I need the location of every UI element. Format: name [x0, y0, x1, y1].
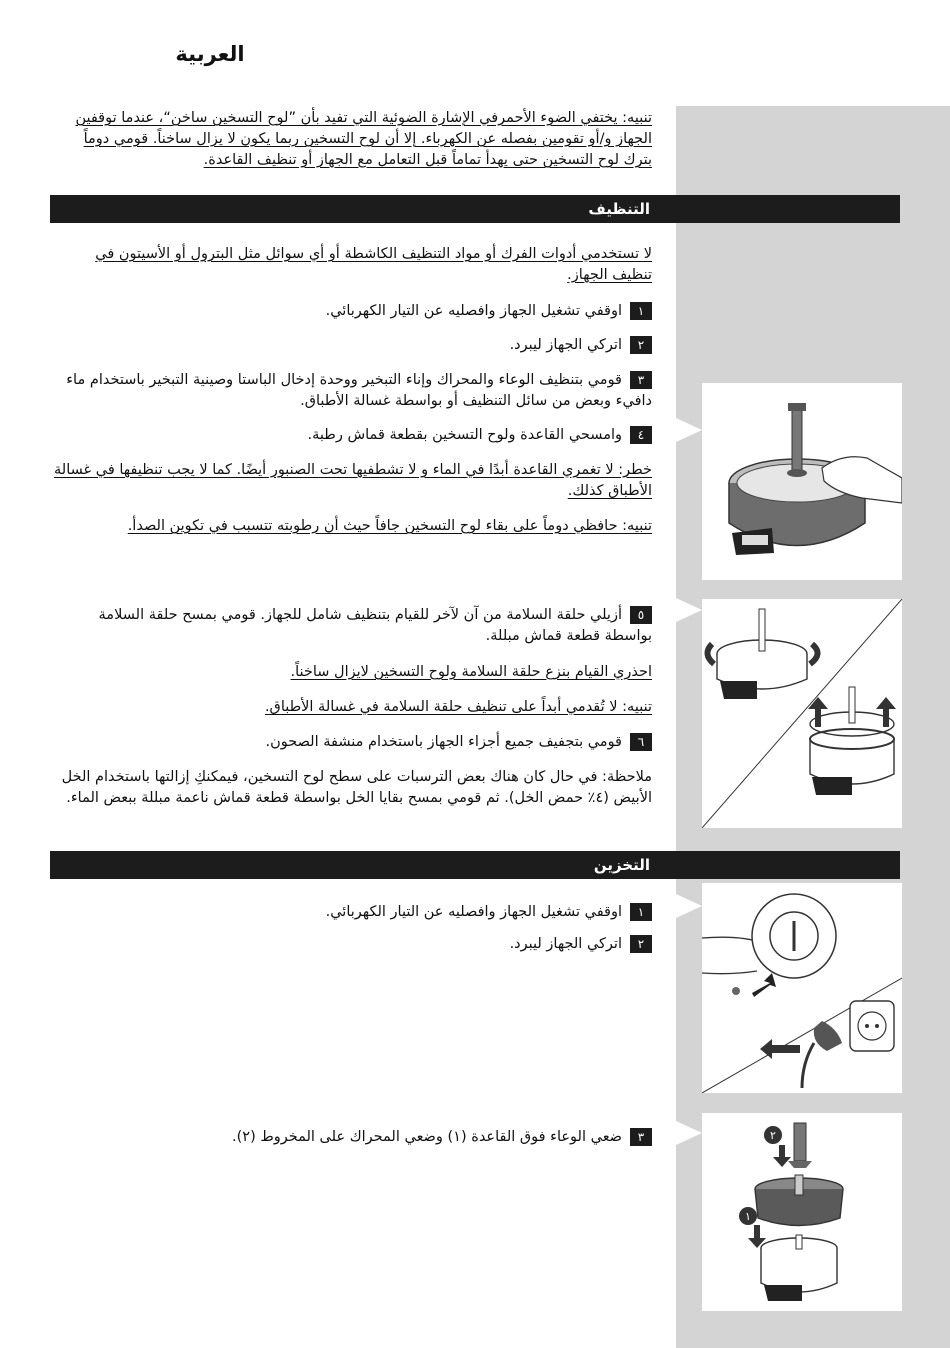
- figure-pointer: [676, 1121, 702, 1145]
- cleaning-step-4: [52, 425, 652, 446]
- storage-step-3: [52, 1127, 652, 1148]
- figure-label-two: ٢: [770, 1129, 776, 1142]
- cleaning-step-2: [52, 335, 652, 356]
- intro-caution: تنبيه: يختفي الضوء الأحمرفي الإشارة الضوئية التي تفيد بأن ”لوح التسخين ساخن“، عندما توقفين الجهاز و/أو تقومين بفصله عن الكهرباء. إلا أن لوح التسخين ربما يكون لا يزال ساخناً. قومي دوماً بترك لوح التسخين حتى يهدأ تماماً قبل التعامل مع الجهاز أو تنظيف القاعدة.: [75, 110, 652, 168]
- step-text: قومي بتجفيف جميع أجزاء الجهاز باستخدام منشفة الصحون.: [265, 734, 622, 750]
- figure-wipe-base: [702, 383, 902, 580]
- step-number: ٦: [630, 733, 652, 751]
- step-number: ٥: [630, 606, 652, 624]
- cleaning-warning: لا تستخدمي أدوات الفرك أو مواد التنظيف الكاشطة أو أي سوائل مثل البترول أو الأسيتون في تنظيف الجهاز.: [95, 246, 652, 283]
- step-number: ٣: [630, 371, 652, 389]
- storage-heading: التخزين: [50, 851, 900, 879]
- storage-step-1: [52, 902, 652, 923]
- cleaning-step-3: [52, 370, 652, 412]
- figure-pointer: [676, 894, 702, 918]
- figure-pointer: [676, 418, 702, 442]
- step-text: اوقفي تشغيل الجهاز وافصليه عن التيار الكهربائي.: [325, 303, 622, 319]
- step-text: قومي بتنظيف الوعاء والمحراك وإناء التبخير ووحدة إدخال الباستا وصينية التبخير باستخدام ماء دافيء وبعض من سائل التنظيف أو بواسطة غسالة الأطباق.: [66, 372, 652, 409]
- step-text: اتركي الجهاز ليبرد.: [509, 936, 622, 952]
- figure-storage-assembly: [702, 1113, 902, 1311]
- cleaning-step-1: [52, 301, 652, 322]
- figure-pointer: [676, 598, 702, 622]
- caution-dry-note: تنبيه: حافظي دوماً على بقاء لوح التسخين جافاً حيث أن رطوبته تتسبب في تكوين الصدأ.: [127, 518, 652, 534]
- figure-unplug: [702, 883, 902, 1093]
- step-number: ٢: [630, 935, 652, 953]
- step-number: ٢: [630, 336, 652, 354]
- cleaning-step-5: [52, 605, 652, 647]
- step-text: ضعي الوعاء فوق القاعدة (١) وضعي المحراك على المخروط (٢).: [232, 1129, 622, 1145]
- language-title: العربية: [175, 42, 245, 66]
- figure-label-one: ١: [745, 1210, 751, 1223]
- ring-warning-note: احذري القيام بنزع حلقة السلامة ولوح التسخين لايزال ساخناً.: [290, 664, 652, 680]
- cleaning-note: ملاحظة: في حال كان هناك بعض الترسبات على سطح لوح التسخين، فيمكنكِ إزالتها باستخدام الخل الأبيض (٤٪ حمض الخل). ثم قومي بمسح بقايا الخل بواسطة قطعة قماش ناعمة مبللة ببعض الماء.: [61, 769, 652, 806]
- step-number: ١: [630, 302, 652, 320]
- cleaning-heading: التنظيف: [50, 195, 900, 223]
- step-number: ٣: [630, 1128, 652, 1146]
- step-number: ٤: [630, 426, 652, 444]
- storage-step-2: [52, 934, 652, 955]
- step-text: وامسحي القاعدة ولوح التسخين بقطعة قماش رطبة.: [307, 427, 622, 443]
- step-text: اتركي الجهاز ليبرد.: [509, 337, 622, 353]
- ring-caution-note: تنبيه: لا تُقدمي أبداً على تنظيف حلقة السلامة في غسالة الأطباق.: [264, 699, 652, 715]
- step-text: أزيلي حلقة السلامة من آن لآخر للقيام بتنظيف شامل للجهاز. قومي بمسح حلقة السلامة بواسطة قطعة قماش مبللة.: [98, 607, 652, 644]
- danger-note: خطر: لا تغمري القاعدة أبدًا في الماء و لا تشطفيها تحت الصنبور أيضًا. كما لا يجب تنظيفها في غسالة الأطباق كذلك.: [54, 462, 652, 499]
- step-text: اوقفي تشغيل الجهاز وافصليه عن التيار الكهربائي.: [325, 904, 622, 920]
- step-number: ١: [630, 903, 652, 921]
- cleaning-step-6: [52, 732, 652, 753]
- figure-remove-ring: [702, 599, 902, 828]
